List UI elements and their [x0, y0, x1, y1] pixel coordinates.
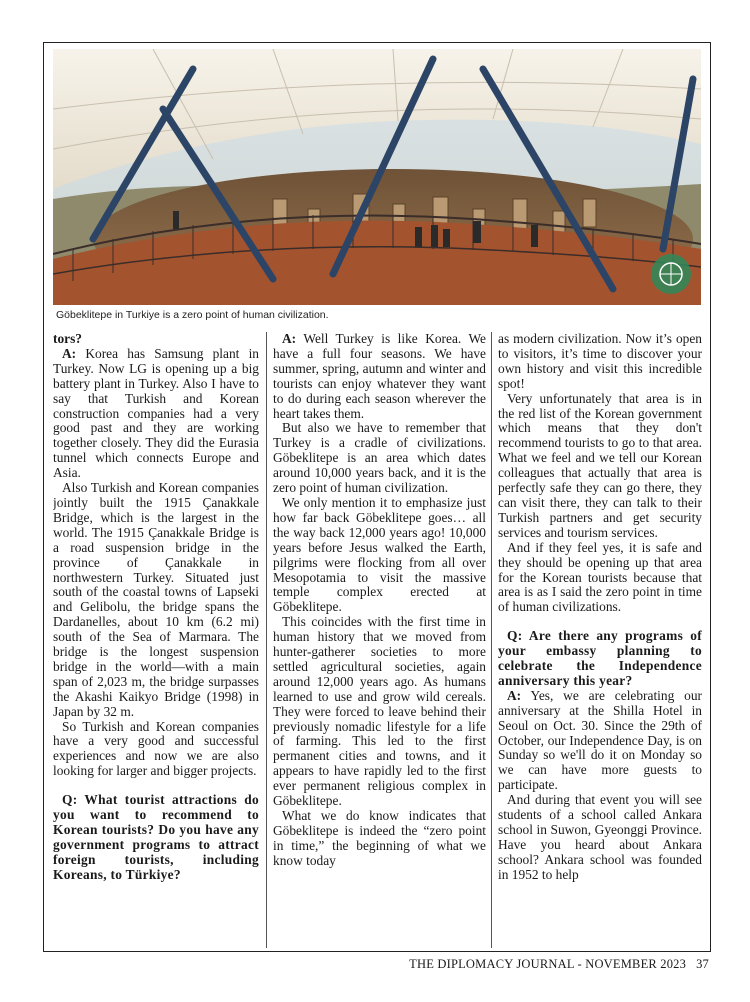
- answer-paragraph: [498, 689, 702, 793]
- question-heading: Q: Are there any programs of your embassy planning to celebrate the Independence anniversary this year?: [498, 628, 702, 688]
- answer-text: Korea has Samsung plant in Turkey. Now LG is opening up a big battery plant in Turkey. Also I have to say that Turkish and Korean construction companies had a very good past and they are working together closely. They did the Eurasia tunnel which connects Europe and Asia.: [53, 345, 259, 481]
- question-heading: Q: What tourist attractions do you want to recommend to Korean tourists? Do you have any government programs to attract foreign tourists, including Koreans, to Türkiye?: [53, 792, 259, 882]
- column-divider: [491, 332, 492, 948]
- answer-text: Yes, we are celebrating our anniversary at the Shilla Hotel in Seoul on Oct. 30. Since the 29th of October, our Independence Day, is on Sunday so we'll do it on Monday so we can have more guests to participate.: [498, 687, 702, 793]
- un-emblem-logo: [651, 254, 691, 294]
- paragraph: And during that event you will see students of a school called Ankara school in Suwon, Gyeonggi Province. Have you heard about Ankara school? Ankara school was founded in 1952 to help: [498, 792, 702, 882]
- page-footer: [409, 957, 709, 972]
- paragraph: This coincides with the first time in human history that we moved from hunter-gatherer societies to more settled agricultural societies, again around 12,000 years ago. As humans learned to use and grow wild cereals. They were forced to leave behind their previously nomadic lifestyle for a life of farming. This led to the first permanent cities and towns, and it appears to have rapidly led to the first ever permanent religious complex in Göbeklitepe.: [273, 614, 486, 809]
- column-divider: [266, 332, 267, 948]
- paragraph: And if they feel yes, it is safe and they should be opening up that area for the Korean tourists because that area is as I said the zero point in time of human civilizations.: [498, 539, 702, 615]
- paragraph: Very unfortunately that area is in the red list of the Korean government which means that they don't recommend tourists to go to that area. What we feel and we tell our Korean colleagues that actually that area is perfectly safe they can go there, they can visit there, they can talk to their Turkish partners and get security services and tourism services.: [498, 390, 702, 540]
- publication-name: THE DIPLOMACY JOURNAL - NOVEMBER 2023: [409, 957, 687, 971]
- answer-label: A:: [62, 345, 77, 361]
- paragraph: So Turkish and Korean companies have a very good and successful experiences and now we are also looking for larger and bigger projects.: [53, 718, 259, 779]
- article-column-1: [53, 332, 259, 948]
- paragraph: tors?: [53, 332, 83, 346]
- paragraph: as modern civilization. Now it’s open to visitors, it’s time to discover your own history and visit this incredible spot!: [498, 332, 702, 391]
- paragraph: Also Turkish and Korean companies jointly built the 1915 Çanakkale Bridge, which is the largest in the world. The 1915 Çanakkale Bridge is a road suspension bridge in the province of Çanakkale in northwestern Turkey. Situated just south of the coastal towns of Lapseki and Gelibolu, the bridge spans the Dardanelles, about 10 km (6.2 mi) south of the Sea of Marmara. The bridge is the longest suspension bridge in the world—with a main span of 2,023 m, the bridge surpasses the Akashi Kaikyo Bridge (1998) in Japan by 32 m.: [53, 480, 259, 719]
- article-column-3: [498, 332, 702, 948]
- paragraph: What we do know indicates that Göbeklitepe is indeed the “zero point in time,” the beginning of what we know today: [273, 808, 486, 868]
- answer-text: Well Turkey is like Korea. We have a full four seasons. We have summer, spring, autumn and winter and tourists can enjoy whatever they want to do during each season wherever the heart takes them.: [273, 332, 486, 421]
- answer-paragraph: [53, 347, 259, 481]
- answer-label: A:: [282, 332, 297, 346]
- paragraph: We only mention it to emphasize just how far back Göbeklitepe goes… all the way back 12,000 years ago! 10,000 years before Jesus walked the Earth, pilgrims were flocking from all over Mesopotamia to visit the massive temple complex erected at Göbeklitepe.: [273, 494, 486, 615]
- photo-caption: Göbeklitepe in Turkiye is a zero point of human civilization.: [56, 309, 329, 321]
- answer-paragraph: [273, 332, 486, 421]
- article-column-2: [273, 332, 486, 948]
- page-number: 37: [696, 957, 709, 971]
- article-photo-gobeklitepe: [53, 49, 701, 305]
- paragraph: But also we have to remember that Turkey is a cradle of civilizations. Göbeklitepe is an area which dates around 10,000 years back, and it is the zero point of human civilization.: [273, 420, 486, 496]
- answer-label: A:: [507, 687, 522, 703]
